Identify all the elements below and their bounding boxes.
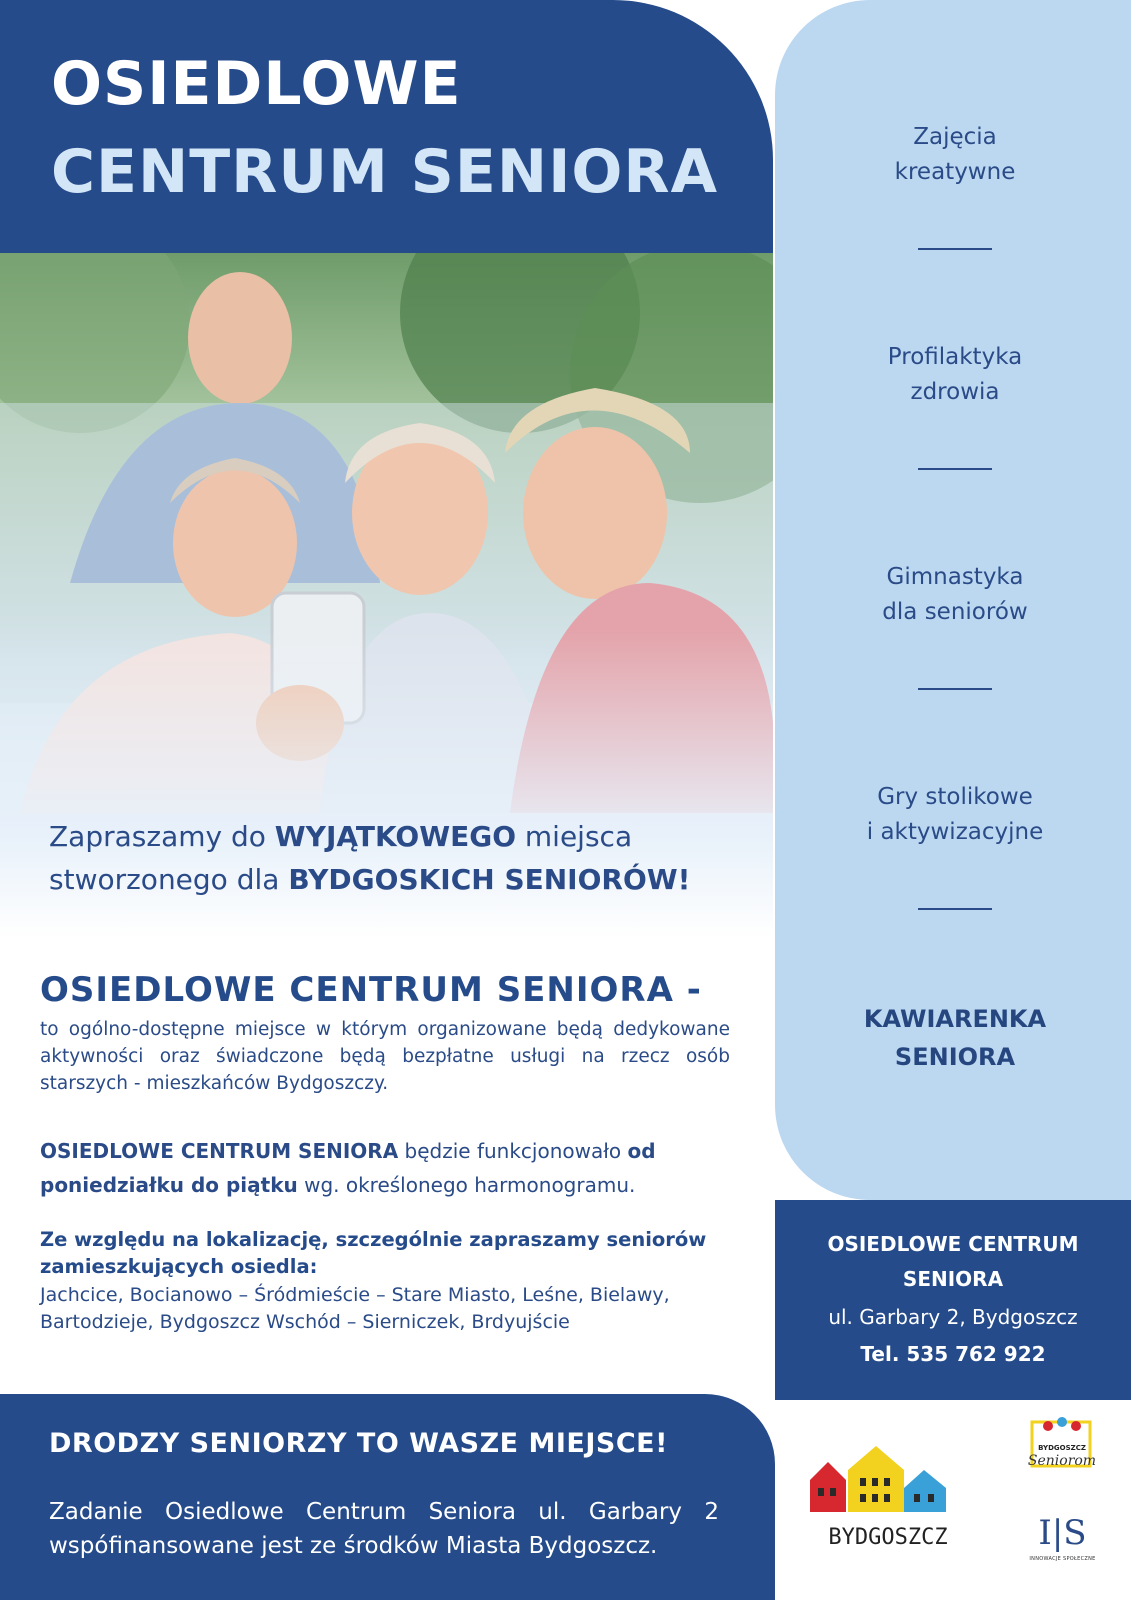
districts-heading: Ze względu na lokalizację, szczególnie zapraszamy seniorów zamieszkujących osiedla: bbox=[40, 1228, 707, 1278]
description-heading: OSIEDLOWE CENTRUM SENIORA - bbox=[40, 970, 702, 1010]
bydgoszcz-seniorom-logo bbox=[1020, 1410, 1105, 1490]
activity-item: Profilaktyka zdrowia bbox=[887, 344, 1023, 405]
svg-text:BYDGOSZCZ: BYDGOSZCZ bbox=[828, 1525, 948, 1550]
title-line-1: OSIEDLOWE bbox=[51, 49, 462, 119]
divider bbox=[918, 908, 992, 910]
description-text: to ogólno-dostępne miejsce w którym organizowane będą dedykowane aktywności oraz świadczone będą bezpłatne usługi na rzecz osób starszych - mieszkańców Bydgoszczy. bbox=[40, 1019, 730, 1094]
invite-text: stworzonego dla bbox=[49, 863, 289, 896]
title-line-2: CENTRUM SENIORA bbox=[51, 137, 719, 207]
schedule-name: OSIEDLOWE CENTRUM SENIORA bbox=[40, 1139, 399, 1163]
activity-item: Gry stolikowe i aktywizacyjne bbox=[866, 784, 1044, 845]
activity-item: Zajęcia kreatywne bbox=[894, 124, 1016, 185]
districts-list: Jachcice, Bocianowo – Śródmieście – Stare Miasto, Leśne, Bielawy, Bartodzieje, Bydgoszcz Wschód – Sierniczek, Brdyujście bbox=[40, 1284, 670, 1333]
contact-address: ul. Garbary 2, Bydgoszcz bbox=[828, 1305, 1078, 1329]
invite-text: Zapraszamy do bbox=[49, 820, 275, 853]
footer-slogan: DRODZY SENIORZY TO WASZE MIEJSCE! bbox=[49, 1428, 668, 1459]
schedule-days: od poniedziałku do piątku bbox=[40, 1139, 656, 1197]
bydgoszcz-logo bbox=[800, 1440, 975, 1560]
invite-text: miejsca bbox=[516, 820, 633, 853]
schedule-fragment: wg. określonego harmonogramu. bbox=[297, 1173, 636, 1197]
divider bbox=[918, 688, 992, 690]
schedule-text bbox=[40, 1134, 730, 1202]
contact-phone: Tel. 535 762 922 bbox=[860, 1342, 1046, 1366]
contact-name: OSIEDLOWE CENTRUM SENIORA bbox=[827, 1232, 1079, 1291]
funding-note: Zadanie Osiedlowe Centrum Seniora ul. Garbary 2 wspófinansowane jest ze środków Miasta Bydgoszcz. bbox=[49, 1499, 719, 1559]
is-caption: INNOWACJE SPOŁECZNE bbox=[1029, 1556, 1096, 1562]
houses-icon bbox=[800, 1440, 975, 1560]
activities-list bbox=[805, 120, 1105, 1076]
activity-item: Gimnastyka dla seniorów bbox=[882, 564, 1028, 625]
invite-emphasis: BYDGOSKICH SENIORÓW! bbox=[288, 863, 691, 896]
is-mark: I|S bbox=[1038, 1513, 1087, 1553]
contact-details bbox=[775, 1227, 1131, 1373]
innowacje-spoleczne-logo bbox=[1020, 1510, 1105, 1590]
invite-emphasis: WYJĄTKOWEGO bbox=[274, 820, 516, 853]
page-title bbox=[51, 40, 718, 216]
svg-text:BYDGOSZCZ: BYDGOSZCZ bbox=[1038, 1444, 1086, 1452]
svg-text:Seniorom: Seniorom bbox=[1027, 1453, 1097, 1469]
invitation-text bbox=[49, 815, 769, 901]
divider bbox=[918, 248, 992, 250]
seniorom-logo-icon bbox=[1020, 1410, 1105, 1490]
activity-item-cafe: KAWIARENKA SENIORA bbox=[863, 1005, 1047, 1071]
schedule-fragment: będzie funkcjonowało bbox=[398, 1139, 628, 1163]
divider bbox=[918, 468, 992, 470]
